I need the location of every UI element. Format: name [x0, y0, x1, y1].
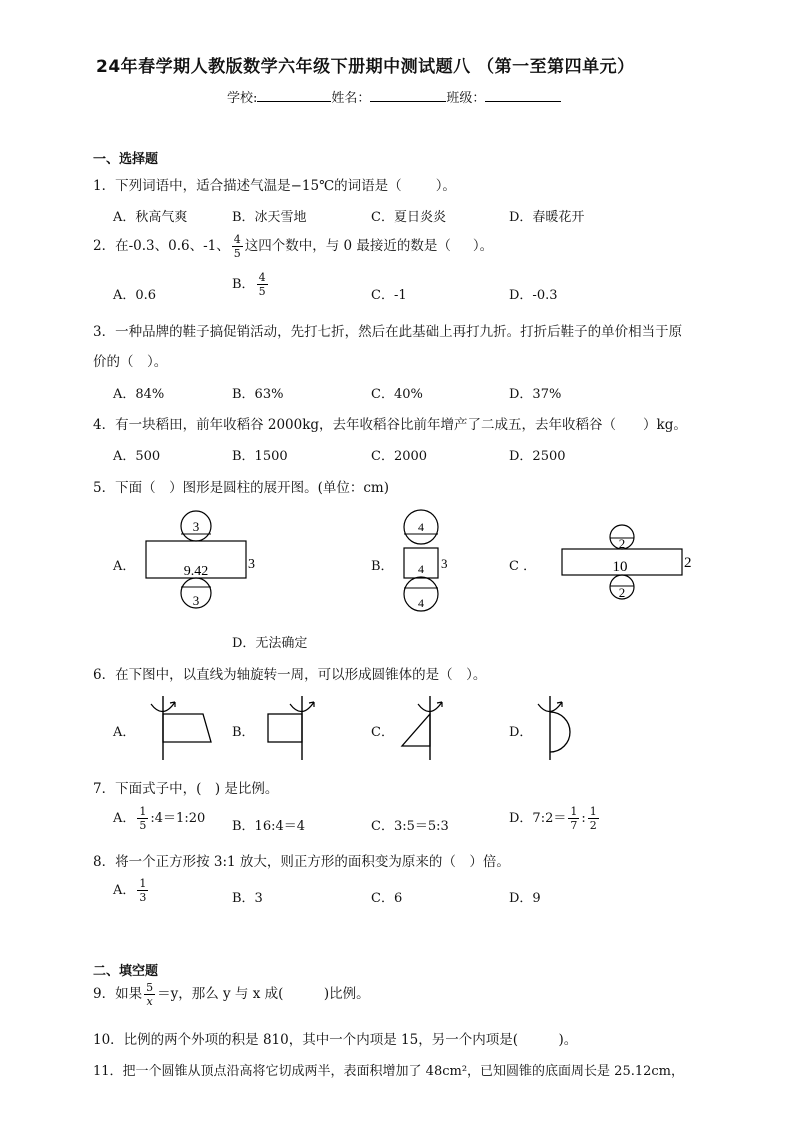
- q7-option-a[interactable]: A． $\frac{1}{5}$ :4＝1:20: [113, 805, 206, 832]
- q3-option-b[interactable]: B．63%: [232, 387, 284, 402]
- q5-figure-b-cylinder-net: [398, 510, 458, 616]
- class-label: 班级：: [446, 91, 486, 106]
- q3-option-c[interactable]: C．40%: [371, 387, 423, 402]
- fig-b-bottom-label: 4: [418, 596, 424, 610]
- q5-option-b-label[interactable]: B．: [371, 559, 394, 574]
- page-title: 24年春学期人教版数学六年级下册期中测试题八 （第一至第四单元）: [96, 57, 635, 77]
- section-title-choice: 一、选择题: [93, 152, 159, 167]
- q6-figure-a-trapezoid: [145, 692, 225, 762]
- q9-fraction: $\frac{5}{x}$: [146, 981, 154, 1008]
- q1-option-d[interactable]: D．春暖花开: [509, 210, 585, 225]
- question-4-stem: 4．有一块稻田，前年收稻谷 2000kg，去年收稻谷比前年增产了二成五，去年收稻谷（ ）kg。: [93, 417, 687, 433]
- q8-option-a[interactable]: A． $\frac{1}{3}$: [113, 877, 147, 904]
- question-3-line-1: 3．一种品牌的鞋子搞促销活动，先打七折，然后在此基础上再打九折。打折后鞋子的单价相当于原: [93, 324, 683, 340]
- fig-a-top-label: 3: [192, 519, 200, 534]
- question-8-stem: 8．将一个正方形按 3:1 放大，则正方形的面积变为原来的（ ）倍。: [93, 854, 510, 870]
- fig-b-height-label: 3: [441, 556, 448, 571]
- question-11-stem: 11．把一个圆锥从顶点沿高将它切成两半，表面积增加了 48cm²，已知圆锥的底面周长是 25.12cm，: [93, 1064, 684, 1079]
- fig-c-bottom-label: 2: [618, 585, 626, 600]
- fig-c-length-label: 10: [612, 559, 628, 575]
- q4-option-c[interactable]: C．2000: [371, 449, 428, 464]
- fig-a-length-label: 9.42: [183, 564, 209, 579]
- q1-option-c[interactable]: C．夏日炎炎: [371, 210, 446, 225]
- question-1-stem: [93, 174, 456, 194]
- q6-option-b-label[interactable]: B．: [232, 725, 255, 740]
- q2-option-a[interactable]: A．0.6: [113, 288, 157, 303]
- q6-option-a-label[interactable]: A．: [113, 725, 136, 740]
- q6-figure-c-triangle: [398, 692, 458, 762]
- q7-option-d-fraction-1: $\frac{1}{7}$: [570, 805, 578, 832]
- question-10-stem: 10．比例的两个外项的积是 810，其中一个内项是 15，另一个内项是( )。: [93, 1032, 578, 1048]
- q7-option-c[interactable]: C．3:5＝5:3: [371, 819, 449, 834]
- class-blank[interactable]: [485, 89, 561, 102]
- question-5-stem: 5．下面（ ）图形是圆柱的展开图。(单位：cm): [93, 480, 389, 496]
- fig-c-top-label: 2: [618, 536, 626, 551]
- q8-option-b[interactable]: B．3: [232, 891, 263, 906]
- q1-text-b: ）。: [435, 178, 456, 194]
- question-6-stem: 6．在下图中，以直线为轴旋转一周，可以形成圆锥体的是（ ）。: [93, 667, 487, 683]
- q1-option-b[interactable]: B．冰天雪地: [232, 210, 307, 225]
- question-2-stem: [93, 234, 493, 259]
- question-3-line-2: 价的（ ）。: [93, 354, 168, 370]
- q2-fraction: $\frac{4}{5}$: [233, 233, 241, 260]
- q7-option-a-fraction: $\frac{1}{5}$: [139, 805, 147, 832]
- q4-option-a[interactable]: A．500: [113, 449, 161, 464]
- q2-text-b: 这四个数中，与 0 最接近的数是（: [244, 238, 451, 254]
- question-9-stem: 9．如果 $\frac{5}{x}$ ＝y，那么 y 与 x 成( )比例。: [93, 981, 370, 1008]
- q1-text-a: 1．下列词语中，适合描述气温是−15℃的词语是（: [93, 178, 402, 194]
- q1-option-a[interactable]: A．秋高气爽: [113, 210, 188, 225]
- school-blank[interactable]: [257, 89, 331, 102]
- question-7-stem: 7．下面式子中，( ) 是比例。: [93, 781, 279, 797]
- school-label: 学校:: [227, 91, 258, 106]
- q2-option-c[interactable]: C．-1: [371, 288, 407, 303]
- q3-option-d[interactable]: D．37%: [509, 387, 562, 402]
- q7-option-d-fraction-2: $\frac{1}{2}$: [589, 805, 597, 832]
- section-title-fill-in: 二、填空题: [93, 964, 159, 979]
- q5-figure-a-cylinder-net: [140, 510, 270, 610]
- q6-option-d-label[interactable]: D．: [509, 725, 533, 740]
- student-info-line: [227, 87, 561, 106]
- fig-b-length-label: 4: [418, 562, 424, 576]
- q6-figure-d-semicircle: [535, 692, 595, 762]
- q4-option-d[interactable]: D．2500: [509, 449, 566, 464]
- q8-option-c[interactable]: C．6: [371, 891, 403, 906]
- q3-option-a[interactable]: A．84%: [113, 387, 165, 402]
- name-label: 姓名：: [331, 91, 371, 106]
- q2-option-b[interactable]: B． $\frac{4}{5}$: [232, 271, 266, 298]
- q5-figure-c-cylinder-net: [560, 525, 700, 605]
- q2-option-b-fraction: $\frac{4}{5}$: [258, 271, 266, 298]
- fig-a-height-label: 3: [248, 557, 255, 572]
- q4-option-b[interactable]: B．1500: [232, 449, 288, 464]
- fig-c-height-label: 2: [684, 555, 692, 571]
- fig-a-bottom-label: 3: [192, 593, 200, 608]
- q7-option-b[interactable]: B．16:4＝4: [232, 819, 306, 834]
- q6-figure-b-square: [262, 692, 332, 762]
- q8-option-d[interactable]: D．9: [509, 891, 541, 906]
- q7-option-d[interactable]: D．7:2＝ $\frac{1}{7}$ : $\frac{1}{2}$: [509, 805, 597, 832]
- q2-text-a: 2．在-0.3、0.6、-1、: [93, 238, 230, 254]
- q2-text-c: ）。: [472, 238, 494, 254]
- q2-option-d[interactable]: D．-0.3: [509, 288, 558, 303]
- q8-option-a-fraction: $\frac{1}{3}$: [139, 877, 147, 904]
- q5-option-a-label[interactable]: A．: [113, 559, 136, 574]
- q6-option-c-label[interactable]: C．: [371, 725, 394, 740]
- q5-option-c-label[interactable]: C ．: [509, 559, 537, 574]
- q5-option-d[interactable]: D．无法确定: [232, 636, 308, 651]
- name-blank[interactable]: [370, 89, 446, 102]
- fig-b-top-label: 4: [418, 520, 424, 534]
